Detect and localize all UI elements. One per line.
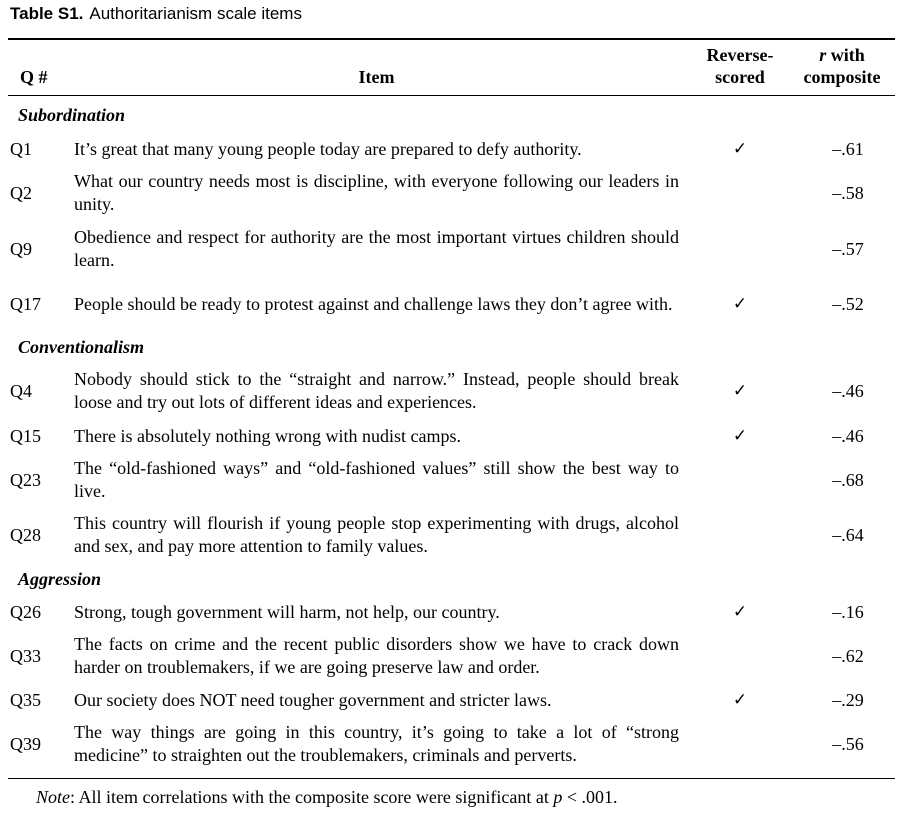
note-p-symbol: p (553, 787, 563, 807)
item-text-cell (74, 170, 679, 216)
reverse-scored-cell (700, 226, 780, 272)
item-text-cell (74, 368, 679, 414)
header-rule (8, 95, 895, 96)
correlation-value: –.29 (832, 689, 864, 710)
reverse-scored-cell (700, 281, 780, 327)
reverse-scored-cell (700, 424, 780, 448)
section-heading: Conventionalism (18, 337, 145, 357)
table-row (0, 281, 898, 327)
question-id: Q23 (10, 469, 41, 490)
item-text-cell (74, 688, 679, 712)
table-row (0, 457, 898, 503)
item-text-cell (74, 600, 679, 624)
item-text-cell (74, 137, 679, 161)
item-text: Strong, tough government will harm, not help, our country. (74, 601, 500, 622)
top-rule (8, 38, 895, 40)
table-row (0, 721, 898, 767)
reverse-scored-cell (700, 633, 780, 679)
correlation-value: –.56 (832, 733, 864, 754)
header-r-line1: with (826, 45, 865, 65)
reverse-scored-cell (700, 137, 780, 161)
table-row (0, 688, 898, 712)
header-q: Q # (20, 67, 48, 87)
table-row (0, 170, 898, 216)
header-r-composite (792, 44, 892, 88)
correlation-value: –.61 (832, 138, 864, 159)
question-id: Q35 (10, 689, 41, 710)
header-r-symbol: r (819, 45, 827, 65)
item-text-cell (74, 281, 679, 327)
item-text-cell (74, 512, 679, 558)
item-text: Obedience and respect for authority are the most important virtues children should learn. (74, 227, 679, 270)
check-mark-icon: ✓ (732, 381, 748, 401)
correlation-value: –.68 (832, 469, 864, 490)
item-text-cell (74, 721, 679, 767)
item-text-cell (74, 424, 679, 448)
bottom-rule (8, 778, 895, 779)
header-r-line2: composite (803, 67, 881, 87)
section-heading: Subordination (18, 105, 126, 125)
correlation-value: –.52 (832, 293, 864, 314)
question-id: Q39 (10, 733, 41, 754)
table-row (0, 137, 898, 161)
question-id: Q33 (10, 645, 41, 666)
reverse-scored-cell (700, 600, 780, 624)
note-label: Note (36, 787, 70, 807)
correlation-value: –.64 (832, 524, 864, 545)
table-title: Authoritarianism scale items (89, 4, 302, 23)
reverse-scored-cell (700, 721, 780, 767)
note-text: : All item correlations with the composite score were significant at (70, 787, 554, 807)
table-label: Table S1. (10, 4, 84, 23)
item-text: Our society does NOT need tougher government and stricter laws. (74, 689, 552, 710)
table-row (0, 633, 898, 679)
question-id: Q1 (10, 138, 32, 159)
reverse-scored-cell (700, 688, 780, 712)
item-text: People should be ready to protest against and challenge laws they don’t agree with. (74, 293, 673, 314)
item-text: There is absolutely nothing wrong with nudist camps. (74, 425, 461, 446)
table-row (0, 226, 898, 272)
table-row (0, 424, 898, 448)
correlation-value: –.62 (832, 645, 864, 666)
reverse-scored-cell (700, 512, 780, 558)
check-mark-icon: ✓ (732, 139, 748, 159)
question-id: Q15 (10, 425, 41, 446)
question-id: Q17 (10, 293, 41, 314)
section-heading: Aggression (18, 569, 102, 589)
check-mark-icon: ✓ (732, 426, 748, 446)
reverse-scored-cell (700, 368, 780, 414)
table-note (36, 787, 618, 808)
table-caption (10, 4, 302, 24)
correlation-value: –.57 (832, 238, 864, 259)
header-reverse-scored (696, 44, 784, 88)
header-item: Item (358, 67, 395, 87)
question-id: Q28 (10, 524, 41, 545)
table-row (0, 512, 898, 558)
reverse-scored-cell (700, 457, 780, 503)
header-reverse-line2: scored (715, 67, 765, 87)
note-rest: < .001. (562, 787, 618, 807)
question-id: Q9 (10, 238, 32, 259)
item-text-cell (74, 457, 679, 503)
correlation-value: –.58 (832, 182, 864, 203)
table-row (0, 600, 898, 624)
item-text: The facts on crime and the recent public disorders show we have to crack down harder on troublemakers, if we are going preserve law and order. (74, 634, 679, 677)
correlation-value: –.16 (832, 601, 864, 622)
correlation-value: –.46 (832, 425, 864, 446)
item-text: The “old-fashioned ways” and “old-fashioned values” still show the best way to live. (74, 458, 679, 501)
item-text: This country will flourish if young people stop experimenting with drugs, alcohol and sex, and pay more attention to family values. (74, 513, 679, 556)
item-text: Nobody should stick to the “straight and narrow.” Instead, people should break loose and try out lots of different ideas and experiences. (74, 369, 679, 412)
check-mark-icon: ✓ (732, 294, 748, 314)
reverse-scored-cell (700, 170, 780, 216)
correlation-value: –.46 (832, 380, 864, 401)
item-text-cell (74, 226, 679, 272)
check-mark-icon: ✓ (732, 690, 748, 710)
item-text: The way things are going in this country, it’s going to take a lot of “strong medicine” to straighten out the troublemakers, criminals and perverts. (74, 722, 679, 765)
question-id: Q2 (10, 182, 32, 203)
question-id: Q26 (10, 601, 41, 622)
item-text-cell (74, 633, 679, 679)
table-row (0, 368, 898, 414)
question-id: Q4 (10, 380, 32, 401)
header-reverse-line1: Reverse- (706, 45, 774, 65)
check-mark-icon: ✓ (732, 602, 748, 622)
item-text: It’s great that many young people today are prepared to defy authority. (74, 138, 582, 159)
item-text: What our country needs most is discipline, with everyone following our leaders in unity. (74, 171, 679, 214)
